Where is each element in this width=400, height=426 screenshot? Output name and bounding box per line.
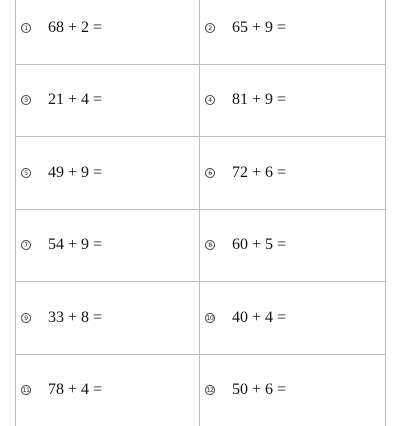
problem-cell-3 [16,64,200,137]
problem-cell-9 [16,281,200,354]
problem-number-badge: 11 [21,385,31,395]
problem-grid [15,0,386,426]
problem-cell-4 [200,64,385,137]
problem-number-badge: 12 [205,385,215,395]
problem-number-badge: 8 [205,240,215,250]
problem-number-badge: 3 [21,95,31,105]
problem-cell-11 [16,354,200,426]
problem-cell-12 [200,354,385,426]
problem-number-badge: 7 [21,240,31,250]
problem-cell-10 [200,281,385,354]
problem-expression: 40 + 4 = [232,309,286,327]
problem-expression: 65 + 9 = [232,19,286,37]
problem-cell-1 [16,0,200,64]
problem-number-badge: 5 [21,168,31,178]
problem-number-badge: 1 [21,23,31,33]
problem-cell-7 [16,209,200,282]
problem-number-badge: 4 [205,95,215,105]
problem-expression: 72 + 6 = [232,164,286,182]
problem-expression: 21 + 4 = [48,91,102,109]
problem-number-badge: 9 [21,313,31,323]
problem-expression: 54 + 9 = [48,236,102,254]
problem-number-badge: 2 [205,23,215,33]
problem-number-badge: 10 [205,313,215,323]
problem-expression: 49 + 9 = [48,164,102,182]
problem-expression: 50 + 6 = [232,381,286,399]
problem-cell-8 [200,209,385,282]
problem-number-badge: 6 [205,168,215,178]
problem-expression: 68 + 2 = [48,19,102,37]
problem-expression: 60 + 5 = [232,236,286,254]
problem-expression: 33 + 8 = [48,309,102,327]
problem-expression: 81 + 9 = [232,91,286,109]
problem-cell-6 [200,136,385,209]
problem-cell-2 [200,0,385,64]
problem-cell-5 [16,136,200,209]
problem-expression: 78 + 4 = [48,381,102,399]
